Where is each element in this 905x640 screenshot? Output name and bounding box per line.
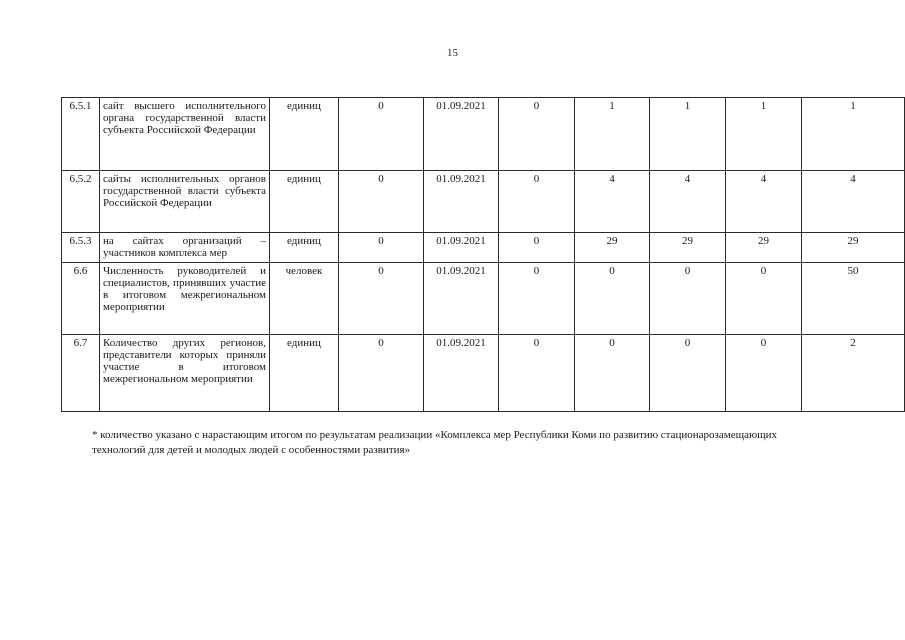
date-cell: 01.09.2021 <box>424 171 499 233</box>
value-cell: 0 <box>575 335 650 412</box>
value-cell: 29 <box>575 233 650 263</box>
unit-cell: единиц <box>270 98 339 171</box>
table-row <box>62 171 905 233</box>
value-cell: 2 <box>802 335 905 412</box>
value-cell: 4 <box>650 171 726 233</box>
page-number: 15 <box>447 47 458 59</box>
value-cell: 0 <box>726 263 802 335</box>
value-cell: 0 <box>575 263 650 335</box>
value-cell: 0 <box>499 263 575 335</box>
value-cell: 1 <box>650 98 726 171</box>
value-cell: 4 <box>726 171 802 233</box>
value-cell: 1 <box>802 98 905 171</box>
row-number: 6.7 <box>62 335 100 412</box>
row-number: 6.5.3 <box>62 233 100 263</box>
value-cell: 29 <box>726 233 802 263</box>
value-cell: 0 <box>726 335 802 412</box>
base-value-cell: 0 <box>339 233 424 263</box>
indicator-name: сайт высшего исполнительного органа государственной власти субъекта Российской Федерации <box>100 98 270 171</box>
row-number: 6.5.1 <box>62 98 100 171</box>
unit-cell: человек <box>270 263 339 335</box>
value-cell: 0 <box>499 171 575 233</box>
table-row <box>62 263 905 335</box>
table-row <box>62 335 905 412</box>
value-cell: 4 <box>802 171 905 233</box>
value-cell: 0 <box>499 233 575 263</box>
row-number: 6.6 <box>62 263 100 335</box>
table-row <box>62 98 905 171</box>
unit-cell: единиц <box>270 171 339 233</box>
value-cell: 0 <box>499 335 575 412</box>
footnote: * количество указано с нарастающим итогом по результатам реализации «Комплекса мер Республики Коми по развитию стационарозамещающих технологий для детей и молодых людей с особенностями развития» <box>92 429 778 456</box>
base-value-cell: 0 <box>339 171 424 233</box>
unit-cell: единиц <box>270 335 339 412</box>
value-cell: 0 <box>650 263 726 335</box>
indicators-table <box>61 97 905 412</box>
value-cell: 50 <box>802 263 905 335</box>
value-cell: 29 <box>650 233 726 263</box>
value-cell: 1 <box>575 98 650 171</box>
value-cell: 1 <box>726 98 802 171</box>
base-value-cell: 0 <box>339 98 424 171</box>
table-row <box>62 233 905 263</box>
date-cell: 01.09.2021 <box>424 233 499 263</box>
indicator-name: Численность руководителей и специалистов, принявших участие в итоговом межрегиональном мероприятии <box>100 263 270 335</box>
base-value-cell: 0 <box>339 263 424 335</box>
indicator-name: сайты исполнительных органов государственной власти субъекта Российской Федерации <box>100 171 270 233</box>
value-cell: 29 <box>802 233 905 263</box>
value-cell: 0 <box>650 335 726 412</box>
indicator-name: на сайтах организаций – участников комплекса мер <box>100 233 270 263</box>
unit-cell: единиц <box>270 233 339 263</box>
value-cell: 4 <box>575 171 650 233</box>
value-cell: 0 <box>499 98 575 171</box>
date-cell: 01.09.2021 <box>424 335 499 412</box>
indicator-name: Количество других регионов, представители которых приняли участие в итоговом межрегиональном мероприятии <box>100 335 270 412</box>
date-cell: 01.09.2021 <box>424 98 499 171</box>
base-value-cell: 0 <box>339 335 424 412</box>
row-number: 6.5.2 <box>62 171 100 233</box>
date-cell: 01.09.2021 <box>424 263 499 335</box>
